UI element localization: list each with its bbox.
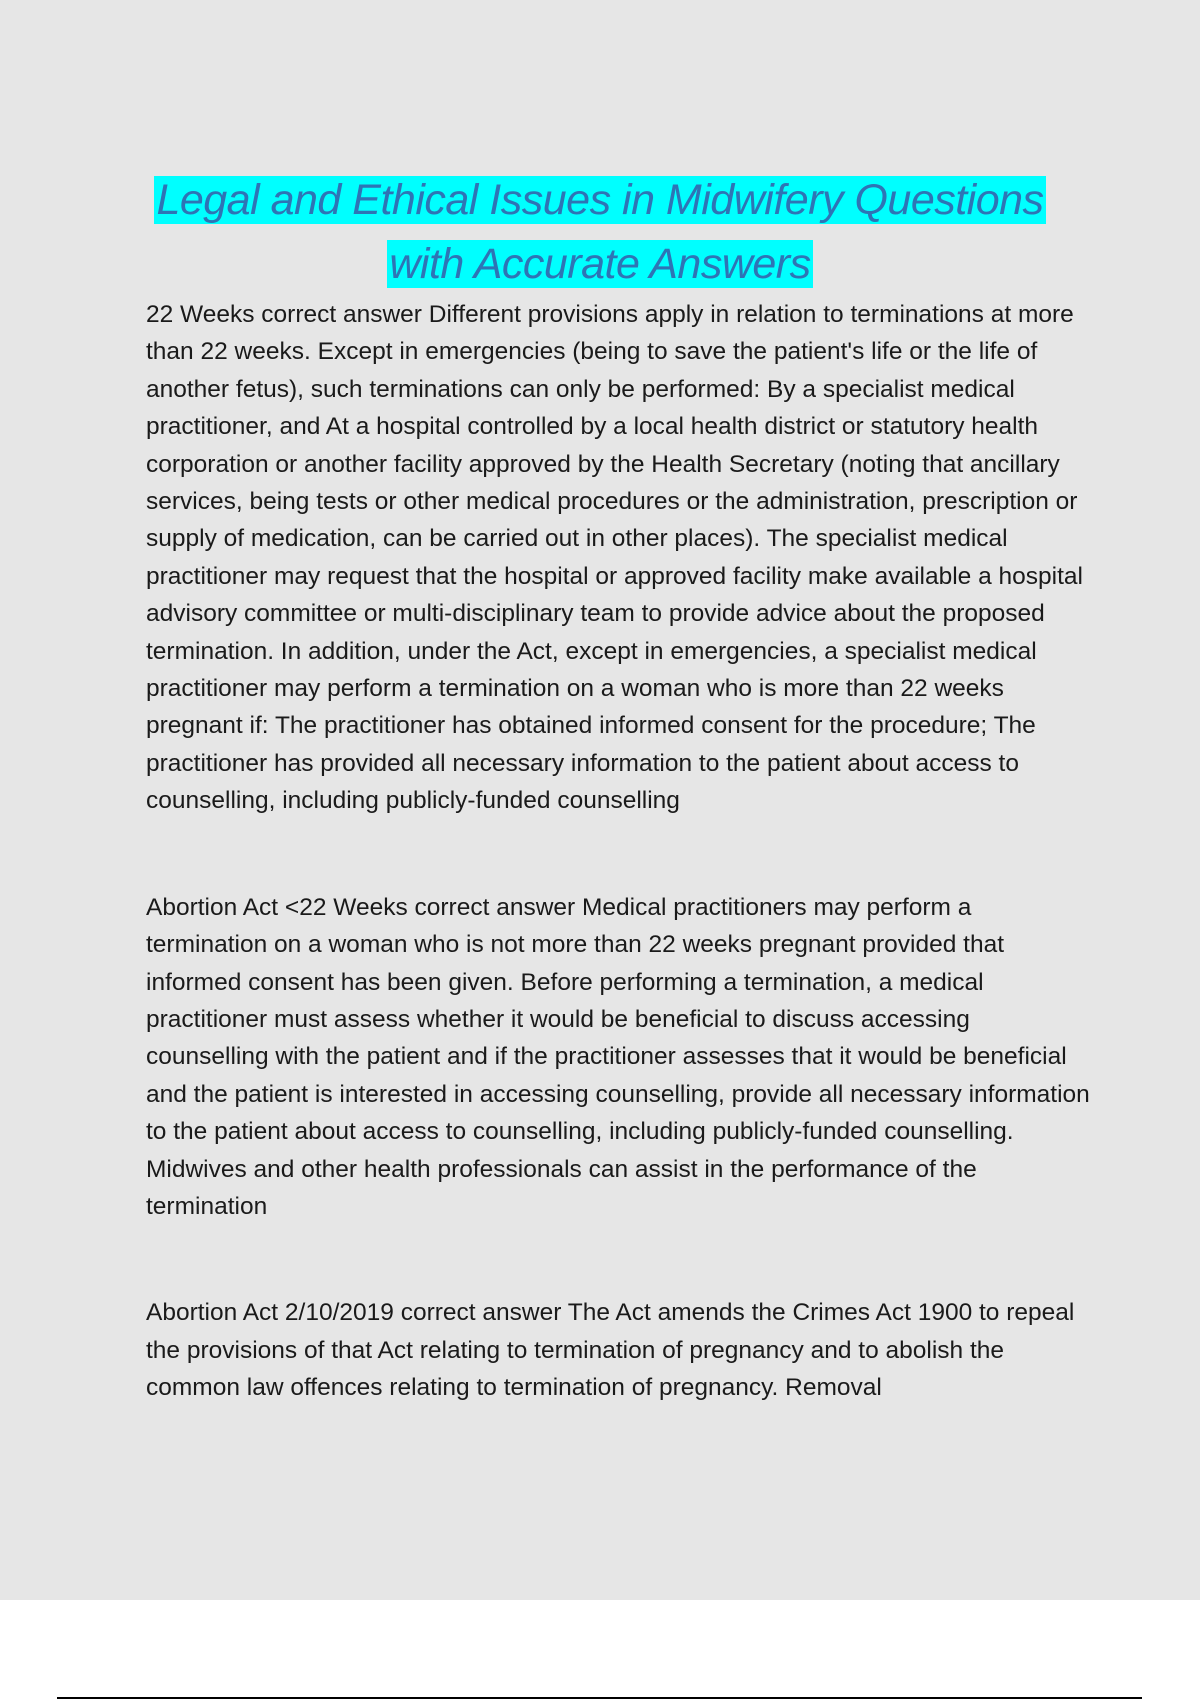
paragraph-22-weeks: 22 Weeks correct answer Different provisions apply in relation to terminations at more than 22 weeks. Except in emergencies (being to save the patient's life or the life of another fetus), such terminations can only be performed: By a specialist medical practitioner, and At a hospital controlled by a local health district or statutory health corporation or another facility approved by the Health Secretary (noting that ancillary services, being tests or other medical procedures or the administration, prescription or supply of medication, can be carried out in other places). The specialist medical practitioner may request that the hospital or approved facility make available a hospital advisory committee or multi-disciplinary team to provide advice about the proposed termination. In addition, under the Act, except in emergencies, a specialist medical practitioner may perform a termination on a woman who is more than 22 weeks pregnant if: The practitioner has obtained informed consent for the procedure; The practitioner has provided all necessary information to the patient about access to counselling, including publicly-funded counselling xyxy=(146,301,1083,815)
document-title xyxy=(100,168,1100,296)
paragraph-abortion-act-under-22-weeks: Abortion Act <22 Weeks correct answer Medical practitioners may perform a termination on a woman who is not more than 22 weeks pregnant provided that informed consent has been given. Before performing a termination, a medical practitioner must assess whether it would be beneficial to discuss accessing counselling with the patient and if the practitioner assesses that it would be beneficial and the patient is interested in accessing counselling, provide all necessary information to the patient about access to counselling, including publicly-funded counselling. Midwives and other health professionals can assist in the performance of the termination xyxy=(146,893,1090,1220)
paragraph-abortion-act-2019: Abortion Act 2/10/2019 correct answer The Act amends the Crimes Act 1900 to repeal the provisions of that Act relating to termination of pregnancy and to abolish the common law offences relating to termination of pregnancy. Removal xyxy=(146,1299,1075,1402)
title-line-1: Legal and Ethical Issues in Midwifery Questions xyxy=(156,176,1044,224)
title-line-2: with Accurate Answers xyxy=(389,240,811,288)
document-body xyxy=(146,296,1096,1407)
footer-divider xyxy=(57,1697,1142,1699)
